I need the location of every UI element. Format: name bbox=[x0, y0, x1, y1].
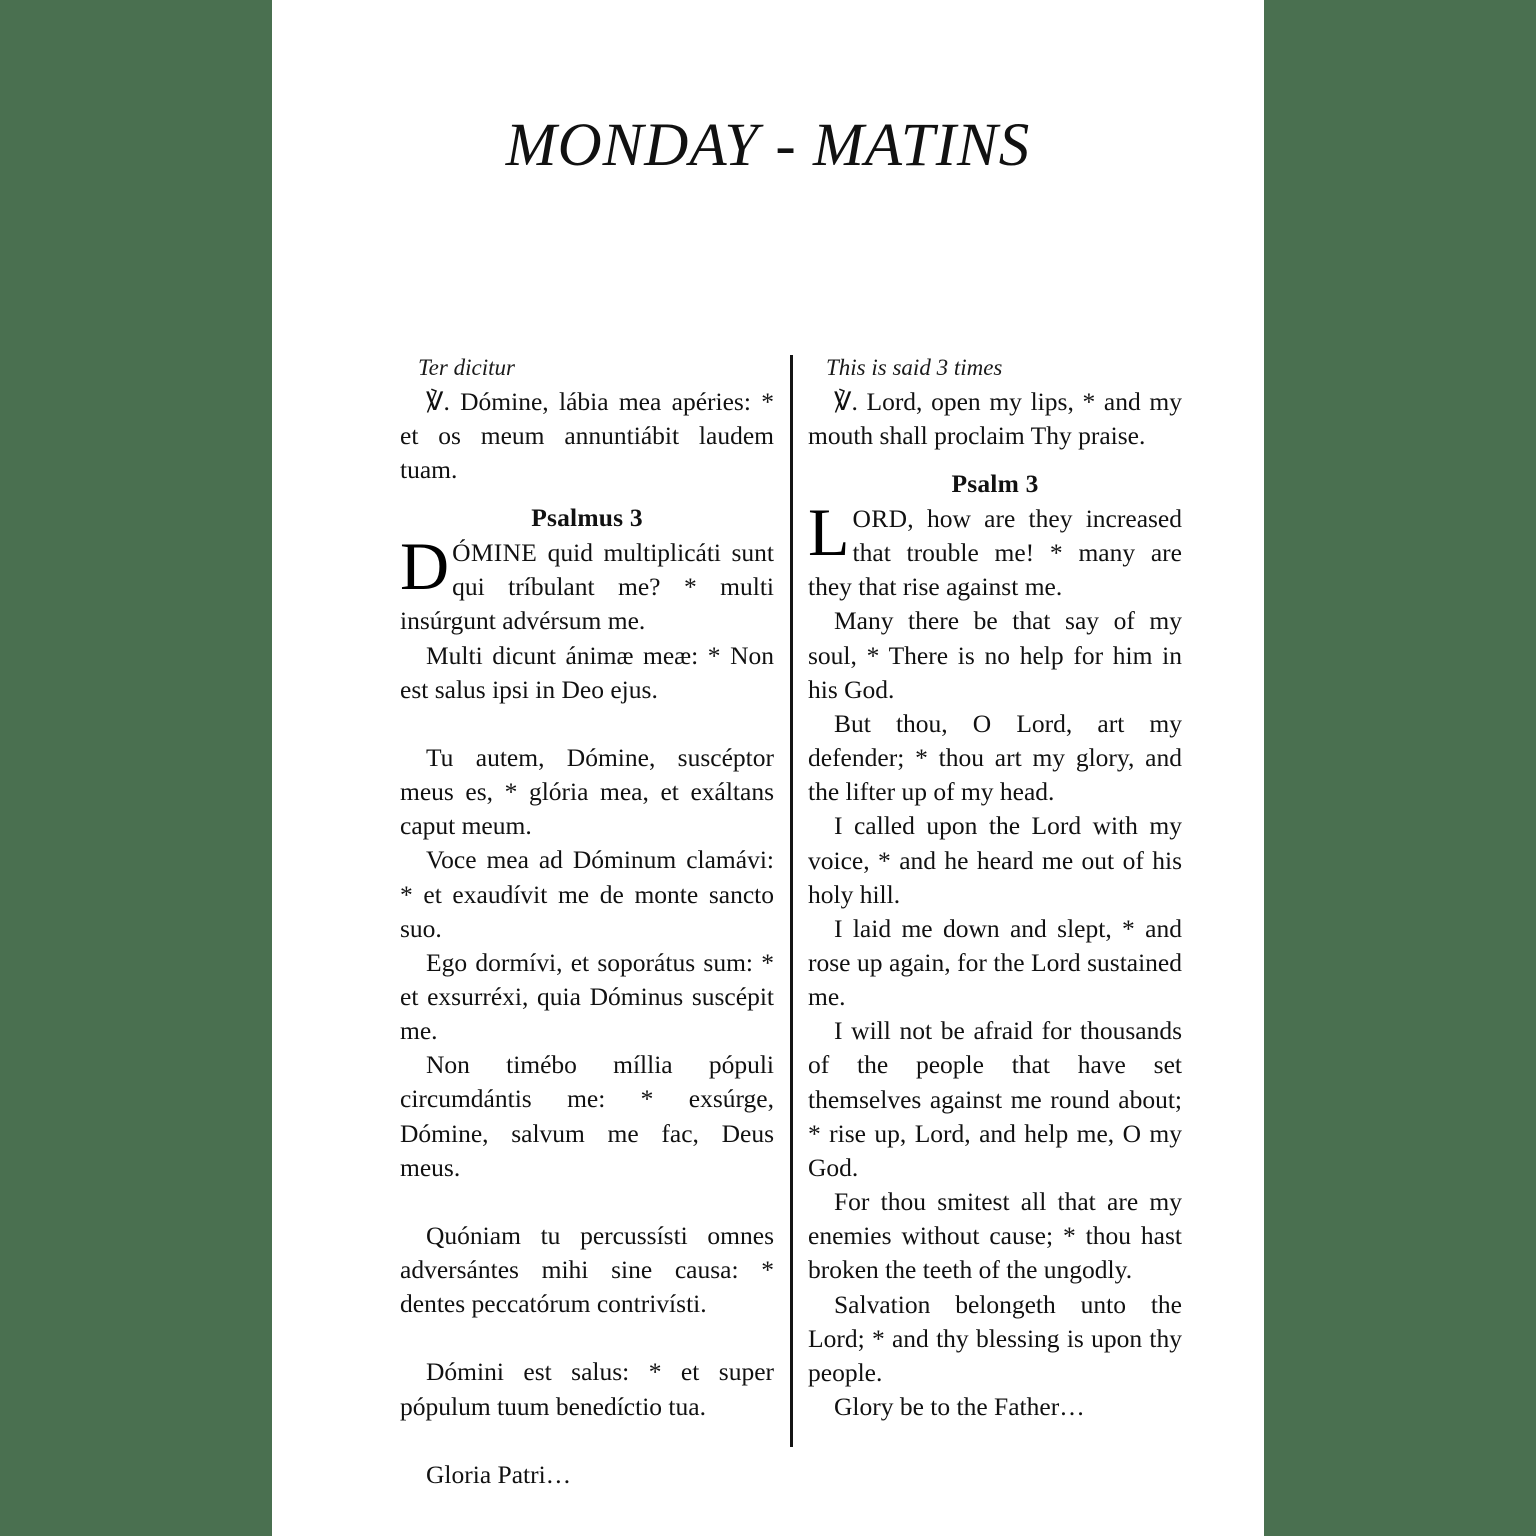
column-divider-rule bbox=[790, 355, 793, 1447]
document-page bbox=[272, 0, 1264, 1536]
english-column bbox=[808, 352, 1182, 1424]
verse-paragraph: Many there be that say of my soul, * There is no help for him in his God. bbox=[808, 606, 1182, 704]
verse-paragraph: But thou, O Lord, art my defender; * thou art my glory, and the lifter up of my head. bbox=[808, 708, 1182, 807]
english-opening-smallcaps: ORD bbox=[852, 503, 908, 533]
latin-column bbox=[400, 352, 774, 1492]
latin-opening-rest: quid multiplicáti sunt qui tríbulant me? * multi insúrgunt advérsum me. bbox=[400, 538, 774, 636]
verse-paragraph: Tu autem, Dómine, suscéptor meus es, * glória mea, et exáltans caput meum. bbox=[400, 742, 774, 841]
verse-paragraph: I laid me down and slept, * and rose up again, for the Lord sustained me. bbox=[808, 913, 1182, 1012]
english-versicle: ℣. Lord, open my lips, * and my mouth shall proclaim Thy praise. bbox=[808, 386, 1182, 450]
latin-versicle: ℣. Dómine, lábia mea apéries: * et os meum annuntiábit laudem tuam. bbox=[400, 386, 774, 484]
verse-paragraph: I called upon the Lord with my voice, * and he heard me out of his holy hill. bbox=[808, 811, 1182, 909]
verse-paragraph: Ego dormívi, et soporátus sum: * et exsurréxi, quia Dóminus suscépit me. bbox=[400, 947, 774, 1046]
page-title: MONDAY - MATINS bbox=[505, 112, 1031, 179]
latin-psalm-heading: Psalmus 3 bbox=[531, 503, 643, 533]
verse-paragraph: For thou smitest all that are my enemies without cause; * thou hast broken the teeth of the ungodly. bbox=[808, 1187, 1182, 1285]
english-psalm-heading: Psalm 3 bbox=[951, 468, 1039, 498]
latin-opening-smallcaps: ÓMINE bbox=[452, 538, 538, 568]
verse-paragraph: Dómini est salus: * et super pópulum tuum benedíctio tua. bbox=[400, 1357, 774, 1421]
verse-paragraph: I will not be afraid for thousands of the people that have set themselves against me round about; * rise up, Lord, and help me, O my God. bbox=[808, 1016, 1182, 1182]
verse-paragraph: Salvation belongeth unto the Lord; * and thy blessing is upon thy people. bbox=[808, 1289, 1182, 1387]
english-rubric: This is said 3 times bbox=[826, 355, 1003, 380]
latin-verse-list bbox=[400, 639, 774, 1492]
verse-paragraph: Glory be to the Father… bbox=[834, 1392, 1085, 1422]
latin-drop-cap: D bbox=[400, 528, 450, 605]
verse-paragraph: Non timébo míllia pópuli circumdántis me: * exsúrge, Dómine, salvum me fac, Deus meus. bbox=[400, 1050, 774, 1182]
english-drop-cap: L bbox=[808, 493, 850, 570]
verse-gap bbox=[400, 1185, 774, 1219]
verse-gap bbox=[400, 707, 774, 741]
verse-paragraph: Quóniam tu percussísti omnes adversántes mihi sine causa: * dentes peccatórum contrivísti. bbox=[400, 1220, 774, 1319]
english-verse-list bbox=[808, 604, 1182, 1424]
latin-opening-verse bbox=[400, 528, 774, 638]
english-opening-rest: , how are they increased that trouble me! * many are they that rise against me. bbox=[808, 503, 1182, 602]
verse-paragraph: Gloria Patri… bbox=[426, 1459, 572, 1489]
english-opening-verse bbox=[808, 493, 1182, 604]
latin-rubric: Ter dicitur bbox=[418, 355, 515, 380]
verse-gap bbox=[400, 1424, 774, 1458]
verse-gap bbox=[400, 1321, 774, 1355]
two-column-body bbox=[272, 352, 1264, 1489]
verse-paragraph: Voce mea ad Dóminum clamávi: * et exaudívit me de monte sancto suo. bbox=[400, 845, 774, 943]
verse-paragraph: Multi dicunt ánimæ meæ: * Non est salus ipsi in Deo ejus. bbox=[400, 640, 774, 704]
